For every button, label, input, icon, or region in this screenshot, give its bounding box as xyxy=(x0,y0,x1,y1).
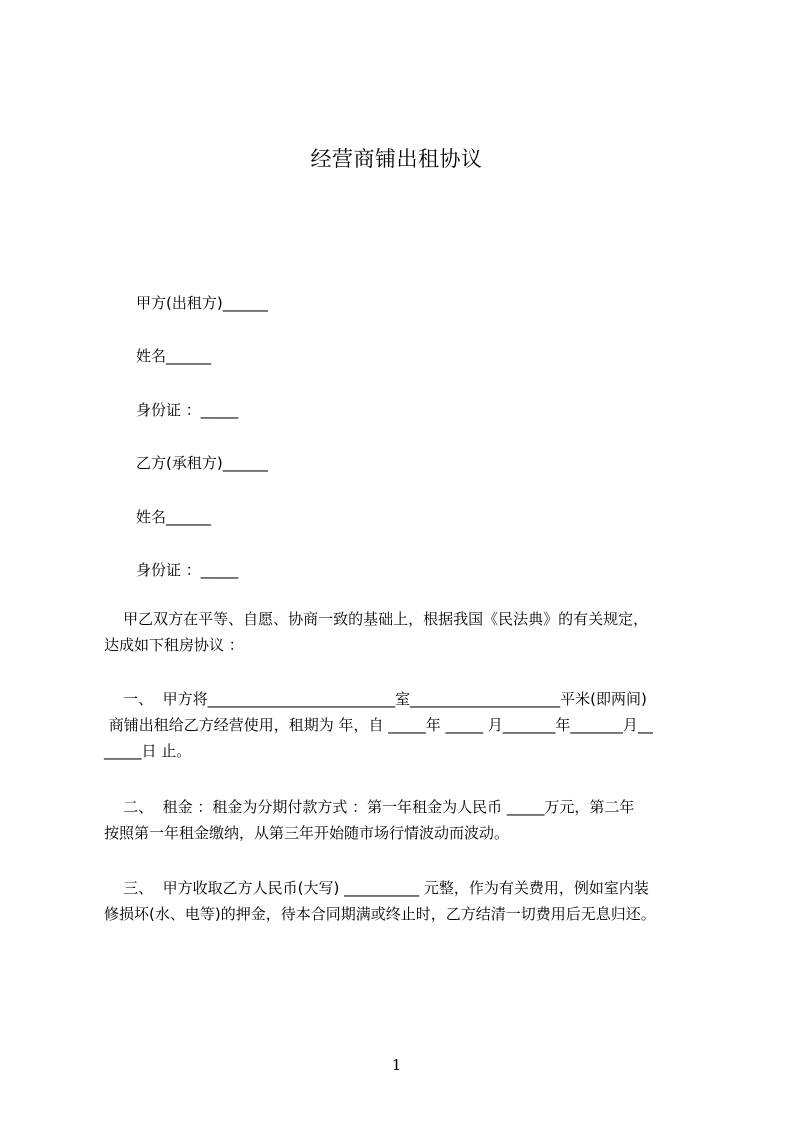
party-b-label: 乙方(承租方)______ xyxy=(136,454,268,472)
clause-1-paragraph xyxy=(104,686,696,764)
clause-1-line-1: 一、 甲方将_________________________室____________________平米(即两间) xyxy=(104,690,647,708)
clause-3-paragraph xyxy=(104,875,696,927)
clause-2-paragraph xyxy=(104,794,696,846)
clause-1-line-3: _____日 止。 xyxy=(104,742,192,760)
intro-paragraph xyxy=(104,606,696,658)
party-a-id-card: 身份证 ：_____ xyxy=(136,401,239,419)
party-b-id-card: 身份证 ：_____ xyxy=(136,561,239,579)
clause-2-line-2: 按照第一年租金缴纳，从第三年开始随市场行情波动而波动。 xyxy=(104,824,510,842)
page-number: 1 xyxy=(391,1056,402,1074)
clause-2-line-1: 二、 租金 ：租金为分期付款方式 ：第一年租金为人民币 _____万元，第二年 xyxy=(104,798,635,816)
intro-line-2: 达成如下租房协议 ： xyxy=(104,636,244,654)
clause-3-line-1: 三、 甲方收取乙方人民币(大写) __________ 元整，作为有关费用，例如室内装 xyxy=(104,879,649,897)
intro-line-1: 甲乙双方在平等、自愿、协商一致的基础上，根据我国《民法典》的有关规定， xyxy=(104,610,649,628)
clause-1-line-2: 商铺出租给乙方经营使用，租期为 年，自 _____年 _____ 月_______年_______月__ xyxy=(104,716,653,734)
document-title: 经营商铺出租协议 xyxy=(310,147,483,171)
party-a-label: 甲方(出租方)______ xyxy=(136,294,268,312)
clause-3-line-2: 修损坏(水、电等)的押金，待本合同期满或终止时，乙方结清一切费用后无息归还。 xyxy=(104,905,656,923)
party-a-name: 姓名______ xyxy=(136,347,212,365)
party-b-name: 姓名______ xyxy=(136,508,212,526)
